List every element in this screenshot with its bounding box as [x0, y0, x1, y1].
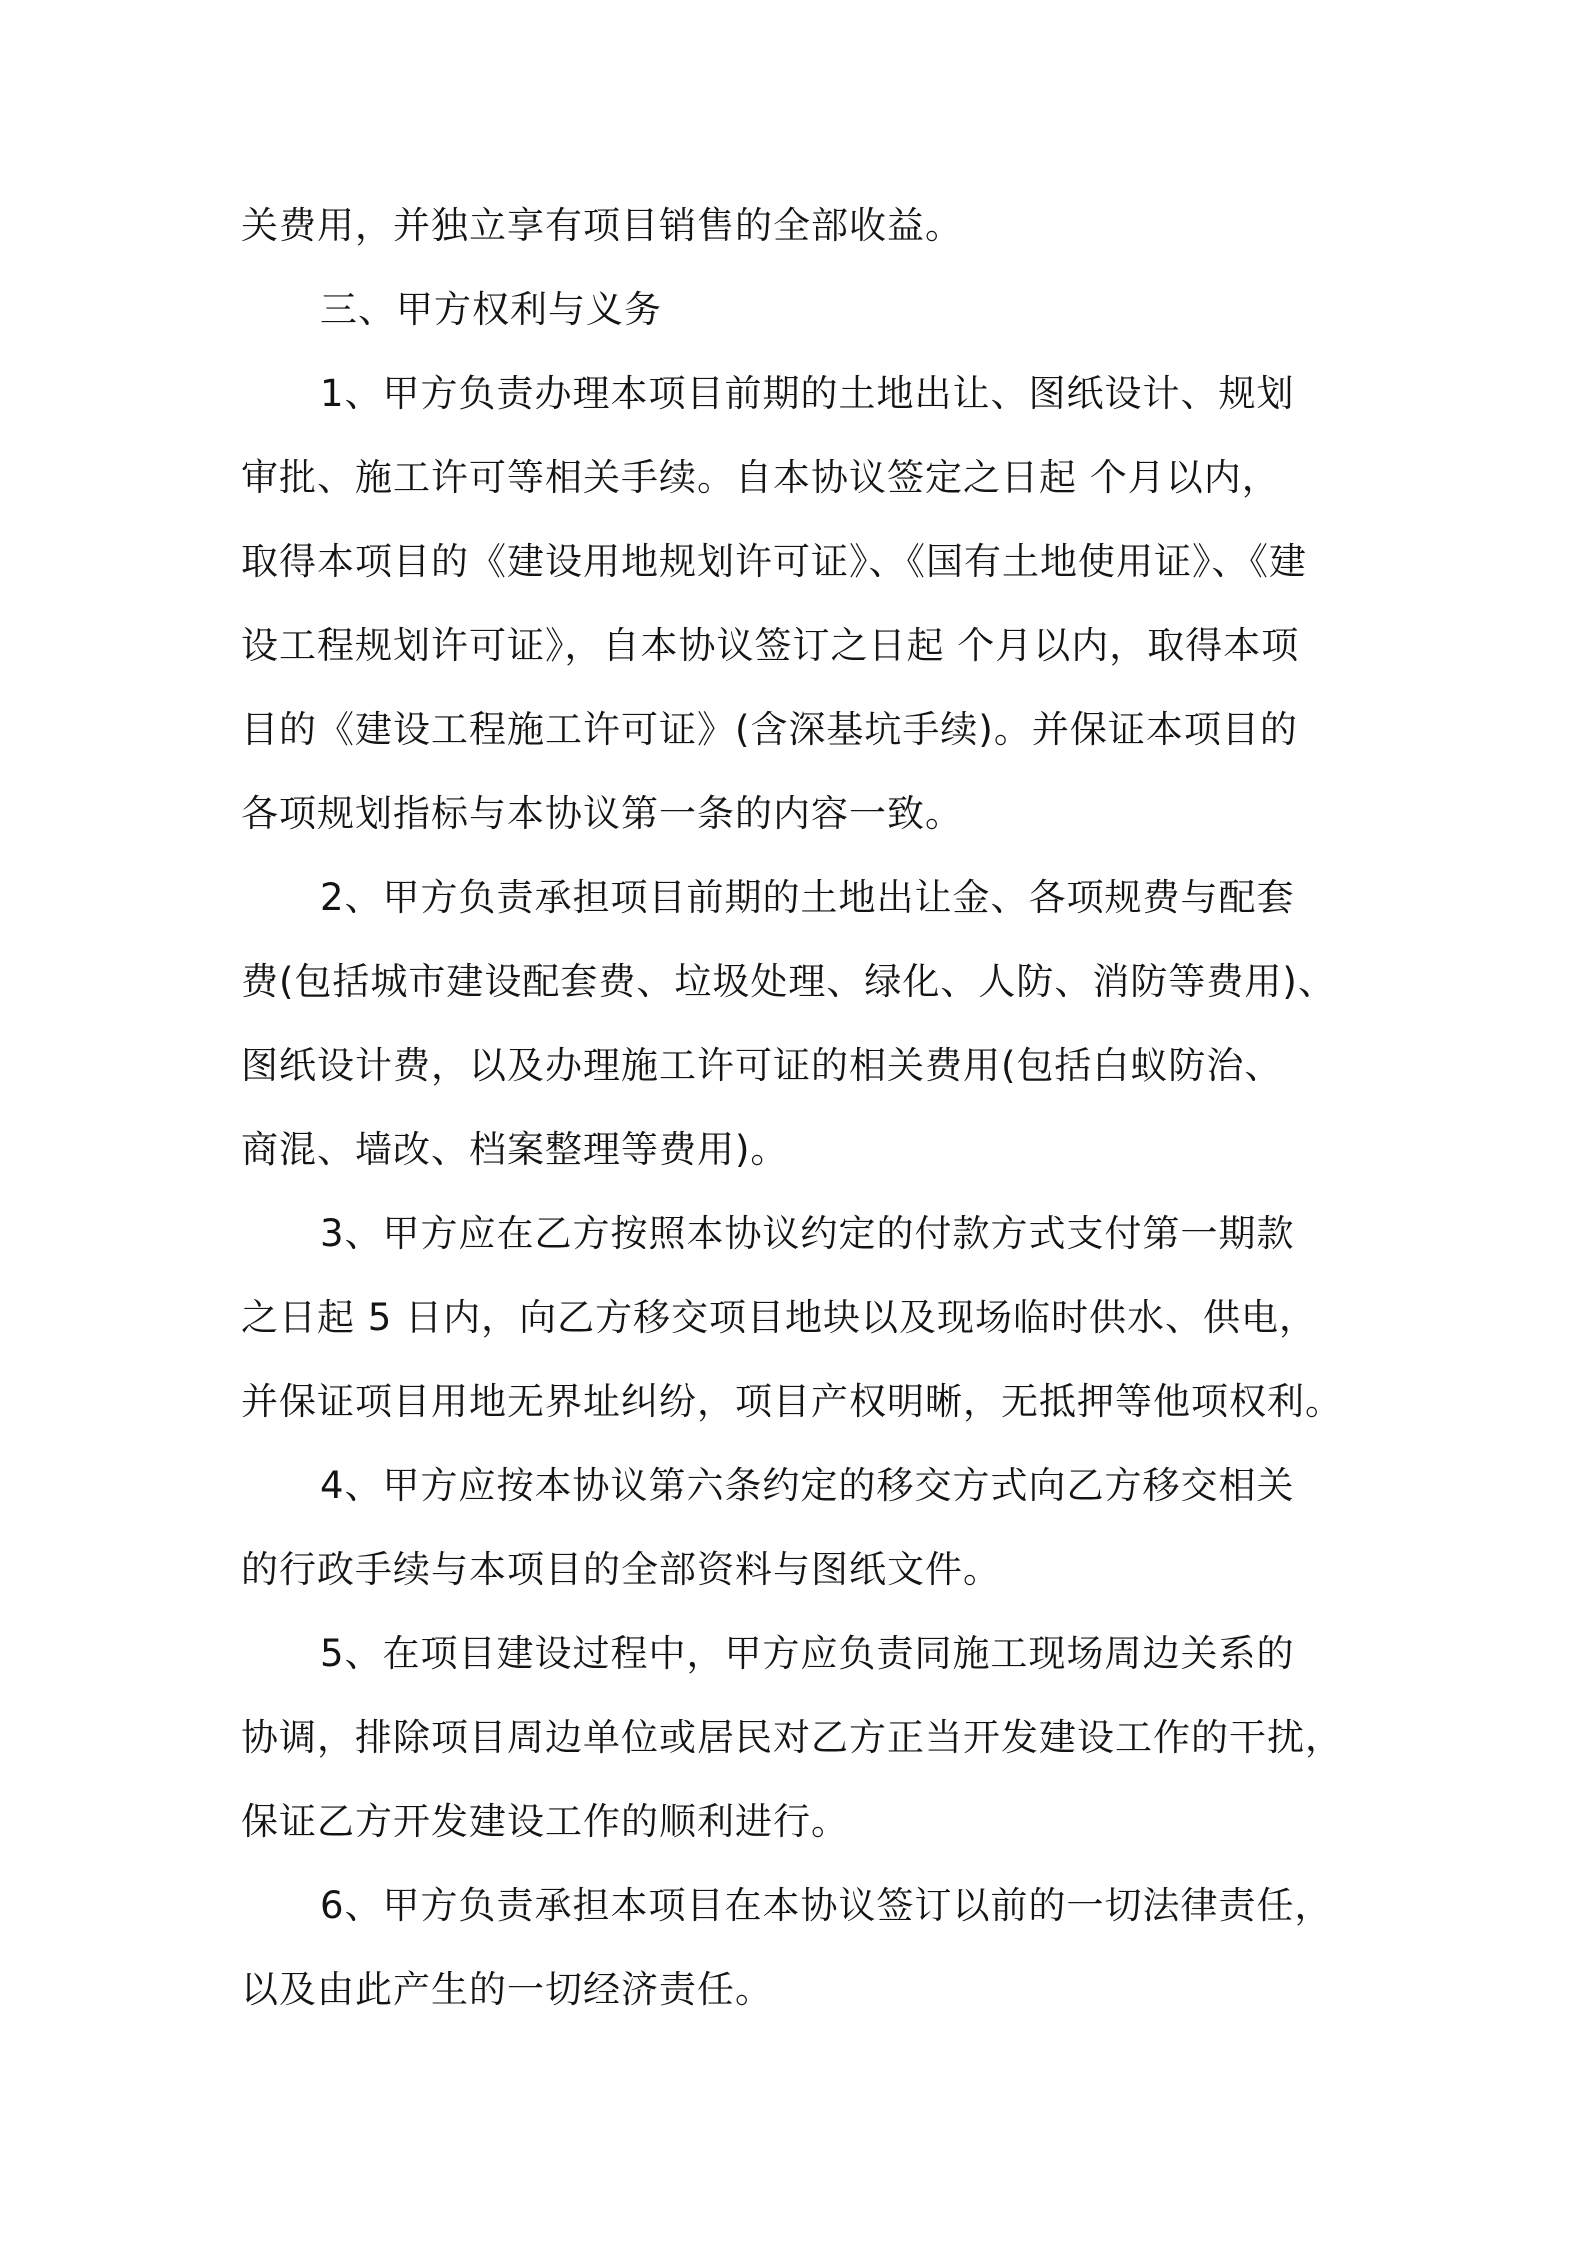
text-line: 关费用，并独立享有项目销售的全部收益。: [241, 204, 963, 247]
text-line: 商混、墙改、档案整理等费用)。: [241, 1128, 789, 1171]
text-line: 1、甲方负责办理本项目前期的土地出让、图纸设计、规划: [320, 372, 1295, 415]
text-line: 以及由此产生的一切经济责任。: [241, 1968, 773, 2011]
text-line: 目的《建设工程施工许可证》(含深基坑手续)。并保证本项目的: [241, 708, 1298, 751]
text-line: 3、甲方应在乙方按照本协议约定的付款方式支付第一期款: [320, 1212, 1295, 1255]
text-line: 保证乙方开发建设工作的顺利进行。: [241, 1800, 849, 1843]
text-line: 5、在项目建设过程中，甲方应负责同施工现场周边关系的: [320, 1632, 1295, 1675]
text-line: 图纸设计费，以及办理施工许可证的相关费用(包括白蚁防治、: [241, 1044, 1283, 1087]
text-line: 4、甲方应按本协议第六条约定的移交方式向乙方移交相关: [320, 1464, 1295, 1507]
text-line: 审批、施工许可等相关手续。自本协议签定之日起 个月以内，: [241, 456, 1280, 499]
text-line: 设工程规划许可证》，自本协议签订之日起 个月以内，取得本项: [241, 624, 1300, 667]
text-line: 的行政手续与本项目的全部资料与图纸文件。: [241, 1548, 1001, 1591]
text-line: 之日起 5 日内，向乙方移交项目地块以及现场临时供水、供电，: [241, 1296, 1318, 1339]
text-line: 2、甲方负责承担项目前期的土地出让金、各项规费与配套: [320, 876, 1295, 919]
text-line: 各项规划指标与本协议第一条的内容一致。: [241, 792, 963, 835]
text-line: 并保证项目用地无界址纠纷，项目产权明晰，无抵押等他项权利。: [241, 1380, 1343, 1423]
text-line: 协调，排除项目周边单位或居民对乙方正当开发建设工作的干扰，: [241, 1716, 1343, 1759]
text-line: 6、甲方负责承担本项目在本协议签订以前的一切法律责任，: [320, 1884, 1333, 1927]
text-line: 取得本项目的《建设用地规划许可证》、《国有土地使用证》、《建: [241, 540, 1307, 583]
text-line: 费(包括城市建设配套费、垃圾处理、绿化、人防、消防等费用)、: [241, 960, 1336, 1003]
section-heading: 三、甲方权利与义务: [320, 288, 662, 331]
